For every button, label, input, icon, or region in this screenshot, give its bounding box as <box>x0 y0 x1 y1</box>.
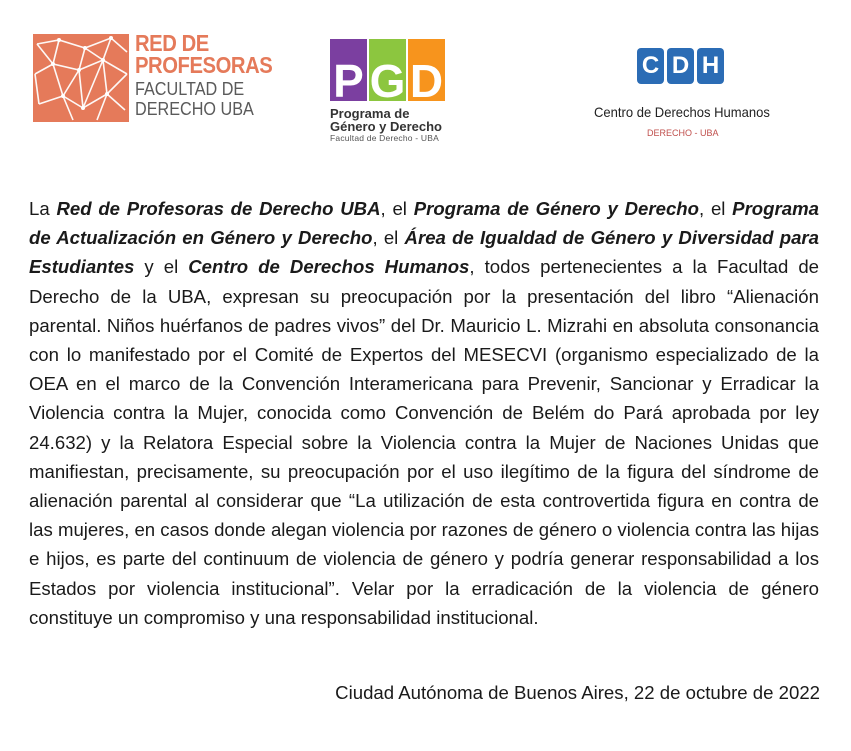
cdh-letter-d: D <box>667 48 694 84</box>
cdh-letter-boxes <box>637 48 725 84</box>
cdh-letter-h: H <box>697 48 724 84</box>
pgd-letters <box>330 59 446 103</box>
red-logo-line3: FACULTAD DE <box>135 79 245 99</box>
statement-text: , el <box>699 198 733 219</box>
cdh-letter-c: C <box>637 48 664 84</box>
red-logo-line4: DERECHO UBA <box>135 99 254 119</box>
red-profesoras-logo <box>33 30 273 126</box>
red-logo-line1: RED DE <box>135 30 209 56</box>
pgd-logo-line3: Facultad de Derecho - UBA <box>330 133 439 143</box>
statement-text: y el <box>134 256 189 278</box>
red-logo-line2: PROFESORAS <box>135 52 273 78</box>
statement-org-area: Área de Igualdad de Género y Diversidad para Estudiantes <box>29 227 819 278</box>
cdh-logo-line1: Centro de Derechos Humanos <box>594 104 770 120</box>
statement-text: , todos pertenecientes a la Facultad de Derecho de la UBA, expresan su preocupación por la presentación del libro “Alienación parental. Niños huérfanos de padres vivos” del Dr. Mauricio L. Mizrahi en absoluta consonancia con lo manifestado por el Comité de Expertos del MESECVI (organismo especializado de la OEA en el marco de la Convención Interamericana para Prevenir, Sancionar y Erradicar la Violencia contra la Mujer, conocida como Convención de Belém do Pará aprobada por ley 24.632) y la Relatora Especial sobre la Violencia contra la Mujer de Naciones Unidas que manifiestan, precisamente, su preocupación por el uso ilegítimo de la figura del síndrome de alienación parental al considerar que “La utilización de esta controvertida figura en contra de las mujeres, en casos donde alegan violencia por razones de género o violencia contra las hijas e hijos, es parte del continuum de violencia de género y podría generar responsabilidad a los Estados por violencia institucional”. Velar por la erradicación de la violencia de género constituye un compromiso y una responsabilidad institucional. <box>29 256 819 628</box>
statement-text: La <box>29 198 57 219</box>
pgd-letter-d: D <box>409 59 444 103</box>
statement-text: , el <box>380 198 414 219</box>
cdh-logo-line2: DERECHO - UBA <box>647 128 719 138</box>
statement-org-red: Red de Profesoras de Derecho UBA <box>56 198 381 219</box>
logos-header <box>0 0 851 160</box>
statement-org-cdh: Centro de Derechos Humanos <box>188 256 470 278</box>
statement-org-pgd: Programa de Género y Derecho <box>413 198 700 219</box>
cdh-logo <box>590 48 770 148</box>
pgd-letter-p: P <box>333 59 364 103</box>
statement-text: , el <box>372 227 405 249</box>
pgd-logo-line1: Programa de <box>330 106 410 121</box>
network-icon <box>33 34 129 122</box>
date-line: Ciudad Autónoma de Buenos Aires, 22 de octubre de 2022 <box>335 682 820 703</box>
pgd-logo <box>328 39 498 145</box>
statement-org-pagd: Programa de Actualización en Género y Derecho <box>29 198 819 249</box>
pgd-letter-g: G <box>369 59 406 103</box>
pgd-logo-line2: Género y Derecho <box>330 119 442 134</box>
statement-paragraph <box>29 194 819 632</box>
